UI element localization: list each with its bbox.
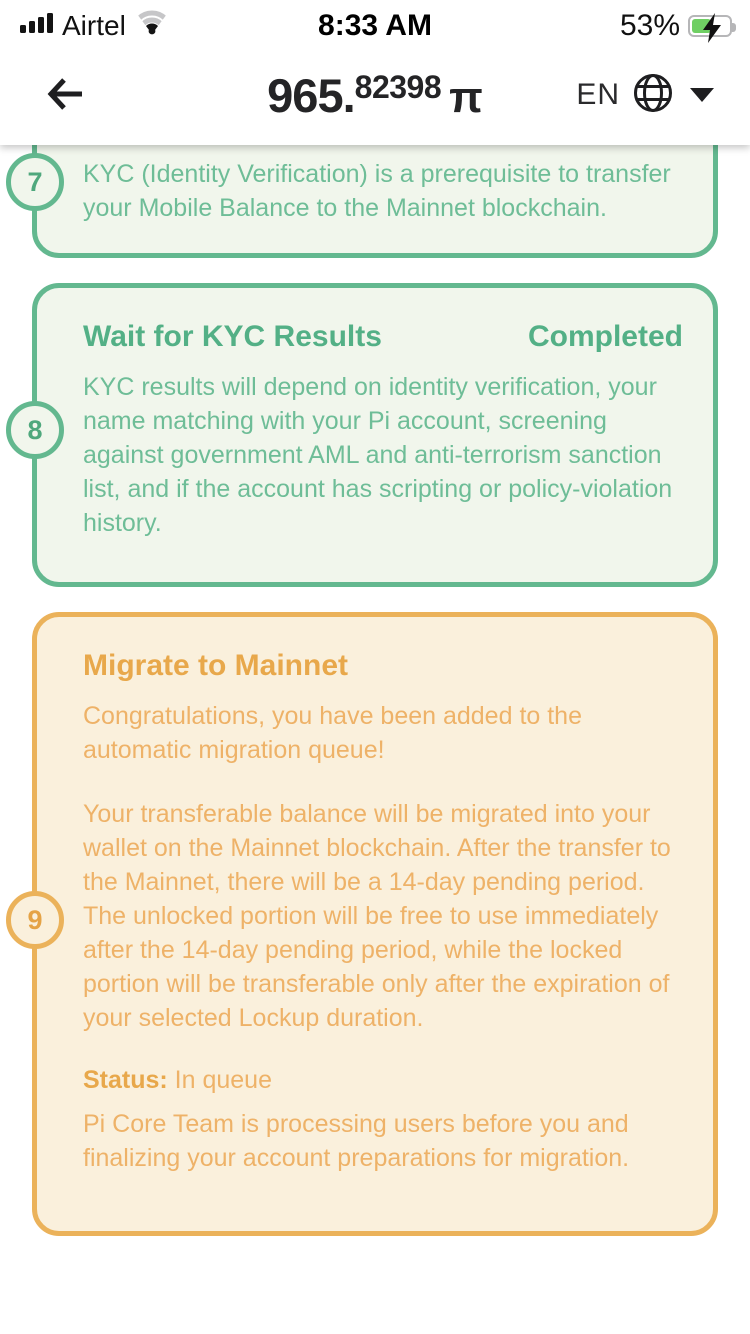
status-bar <box>0 0 750 45</box>
step-9-paragraph-1: Congratulations, you have been added to the automatic migration queue! <box>83 702 582 764</box>
lightning-bolt-icon <box>698 13 726 48</box>
carrier-label: Airtel <box>62 9 126 41</box>
status-label: Status: <box>83 1066 168 1094</box>
step-card-7 <box>27 145 718 258</box>
cellular-signal-icon <box>20 12 54 40</box>
battery-charging-icon <box>688 15 732 37</box>
step-7-body: KYC (Identity Verification) is a prerequisite to transfer your Mobile Balance to the Mainnet blockchain. <box>83 160 671 222</box>
step-number-badge-7: 7 <box>6 153 64 211</box>
step-8-body: KYC results will depend on identity verification, your name matching with your Pi account, screening against government AML and anti-terrorism sanction list, and if the account has scripting or policy-violation history. <box>83 373 673 537</box>
wifi-icon <box>134 10 170 41</box>
globe-icon <box>632 72 674 119</box>
pi-currency-symbol: π <box>449 72 483 122</box>
back-button[interactable] <box>40 69 92 121</box>
back-arrow-icon <box>44 76 88 115</box>
balance-fraction: 82398 <box>354 68 442 105</box>
app-header <box>0 45 750 145</box>
clock-time: 8:33 AM <box>318 8 432 42</box>
step-number-badge-8: 8 <box>6 401 64 459</box>
step-9-status-note: Pi Core Team is processing users before you and finalizing your account preparations for migration. <box>83 1110 630 1172</box>
status-value: In queue <box>167 1066 272 1094</box>
step-8-title: Wait for KYC Results <box>83 320 382 353</box>
step-9-paragraph-2: Your transferable balance will be migrated into your wallet on the Mainnet blockchain. After the transfer to the Mainnet, there will be a 14-day pending period. The unlocked portion will be free to use immediately after the 14-day pending period, while the locked portion will be transferable only after the expiration of your selected Lockup duration. <box>83 800 671 1032</box>
mainnet-checklist-content[interactable] <box>0 145 750 1334</box>
battery-percent-label: 53% <box>619 8 680 42</box>
language-selector[interactable] <box>576 72 714 119</box>
migration-status-line <box>83 1063 683 1097</box>
balance-whole: 965. <box>267 68 355 122</box>
language-label: EN <box>576 78 620 111</box>
step-9-title: Migrate to Mainnet <box>83 649 349 682</box>
step-number-badge-9: 9 <box>6 891 64 949</box>
step-8-status-badge: Completed <box>527 320 683 353</box>
step-card-9 <box>27 612 718 1236</box>
chevron-down-icon <box>690 88 714 102</box>
step-card-8 <box>27 283 718 587</box>
